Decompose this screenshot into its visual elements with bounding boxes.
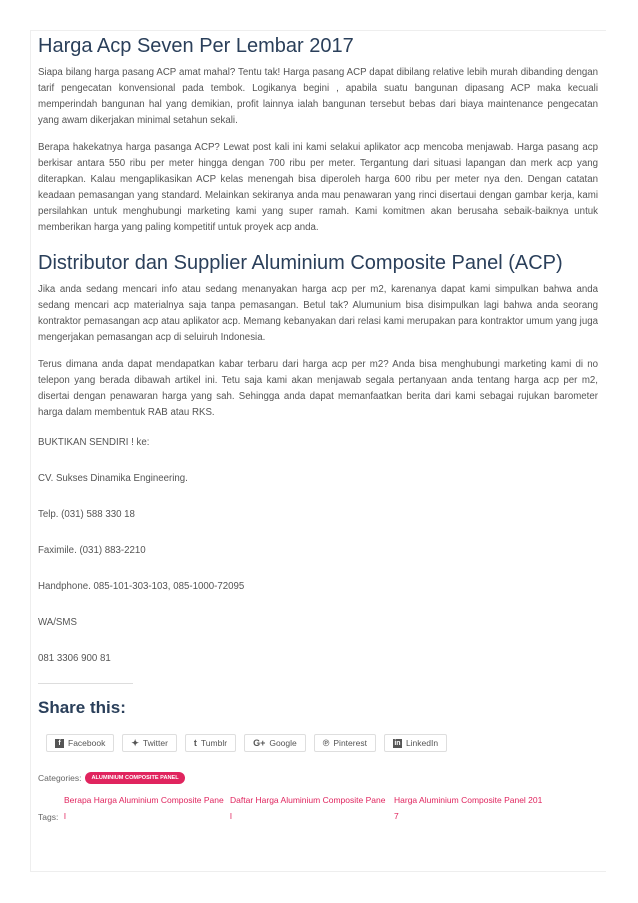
share-label: Twitter [142,738,168,748]
tags-row [38,792,598,832]
share-facebook-button[interactable] [46,734,114,752]
share-label: Facebook [68,738,106,748]
twitter-icon: ✦ [131,737,139,748]
paragraph-4: Terus dimana anda dapat mendapatkan kabar terbaru dari harga acp per m2? Anda bisa menghubungi marketing kami di no telepon yang berada dibawah artikel ini. Tetu saja kami akan menjawab segala pertanyaan anda tentang harga acp per m2, disertai dengan penawaran harga yang sah. Sehingga anda dapat memanfaatkan berita dari kami sebagai rujukan barometer harga dalam membentuk RAB atau RKS. [38,359,598,418]
pinterest-icon: ℗ [322,738,330,748]
tag-text: Berapa Harga Aluminium Composite Pane [64,795,224,805]
paragraph-3: Jika anda sedang mencari info atau sedang menanyakan harga acp per m2, karenanya dapat kami simpulkan bahwa anda sedang mencari acp materialnya saja tanpa pemasangan. Betul tak? Alumunium bisa disimpulkan lagi bahwa anda seorang kontraktor pemasangan acp atau aplikator acp. Memang kebanyakan dari relasi kami merupakan para kontraktor umum yang juga mengerjakan pemasangan acp di seluiruh Indonesia. [38,284,598,343]
tag-text: Harga Aluminium Composite Panel 201 [394,795,543,805]
tags-label: Tags: [38,812,59,822]
tag-link-1[interactable] [64,792,226,824]
share-google-button[interactable] [244,734,306,752]
linkedin-icon: in [394,739,401,747]
tag-text: Daftar Harga Aluminium Composite Pane [230,795,386,805]
tag-link-3[interactable] [394,792,556,824]
share-label: Google [269,738,297,748]
share-label: Pinterest [333,738,367,748]
tag-link-2[interactable] [230,792,392,824]
company-name: CV. Sukses Dinamika Engineering. [38,473,188,484]
article-content [38,30,598,832]
share-pinterest-button[interactable] [314,734,376,752]
contact-intro: BUKTIKAN SENDIRI ! ke: [38,437,150,448]
divider [38,683,133,684]
share-twitter-button[interactable] [122,734,177,752]
paragraph-1: Siapa bilang harga pasang ACP amat mahal? Tentu tak! Harga pasang ACP dapat dibilang relative lebih murah dibanding dengan tarif pengecatan konvensional pada tembok. Logikanya begini , apabila suatu bangunan dipasang ACP maka kecuali memperindah bangunan hal yang demikian, profit lainnya ialah bangunan tersebut bebas dari biaya maintenance pengecatan yang awam dikerjakan minimal setahun sekali. [38,67,598,126]
wa-sms-label: WA/SMS [38,617,77,628]
facebook-icon: f [55,739,64,748]
share-linkedin-button[interactable] [384,734,447,752]
handphone: Handphone. 085-101-303-103, 085-1000-72095 [38,581,245,592]
share-tumblr-button[interactable] [185,734,236,752]
categories-row [38,772,598,784]
share-label: LinkedIn [405,738,439,748]
phone: Telp. (031) 588 330 18 [38,509,135,520]
wa-sms-number: 081 3306 900 81 [38,653,111,664]
section-heading: Distributor dan Supplier Aluminium Composite Panel (ACP) [38,252,563,274]
fax: Faximile. (031) 883-2210 [38,545,146,556]
category-badge[interactable]: ALUMINIUM COMPOSITE PANEL [85,772,184,784]
tag-text: 7 [394,811,399,821]
article-title: Harga Acp Seven Per Lembar 2017 [38,35,354,57]
google-plus-icon: G+ [253,738,266,748]
tag-text: l [64,811,66,821]
share-label: Tumblr [200,738,228,748]
share-buttons [46,734,598,752]
tumblr-icon: t [193,738,197,748]
share-title: Share this: [38,698,126,717]
tag-text: l [230,811,232,821]
paragraph-2: Berapa hakekatnya harga pasanga ACP? Lewat post kali ini kami selakui aplikator acp mencoba menjawab. Harga pasang acp berkisar antara 550 ribu per meter hingga dengan 700 ribu per meter. Tergantung dari situasi lapangan dan merk acp yang diterapkan. Kalau mengaplikasikan ACP kelas menengah bisa diperoleh harga 600 ribu per meter nya den. Dengan catatan keadaan pemasangan yang standard. Melainkan sekiranya anda mau penawaran yang rinci disertaui dengan gambar kerja, kami persilahkan untuk menghubungi marketing kami yang super ramah. Kami komitmen akan berusaha sebaik-baiknya untuk memberikan harga yang paling kompetitif untuk proyek acp anda. [38,142,598,233]
categories-label: Categories: [38,773,82,783]
